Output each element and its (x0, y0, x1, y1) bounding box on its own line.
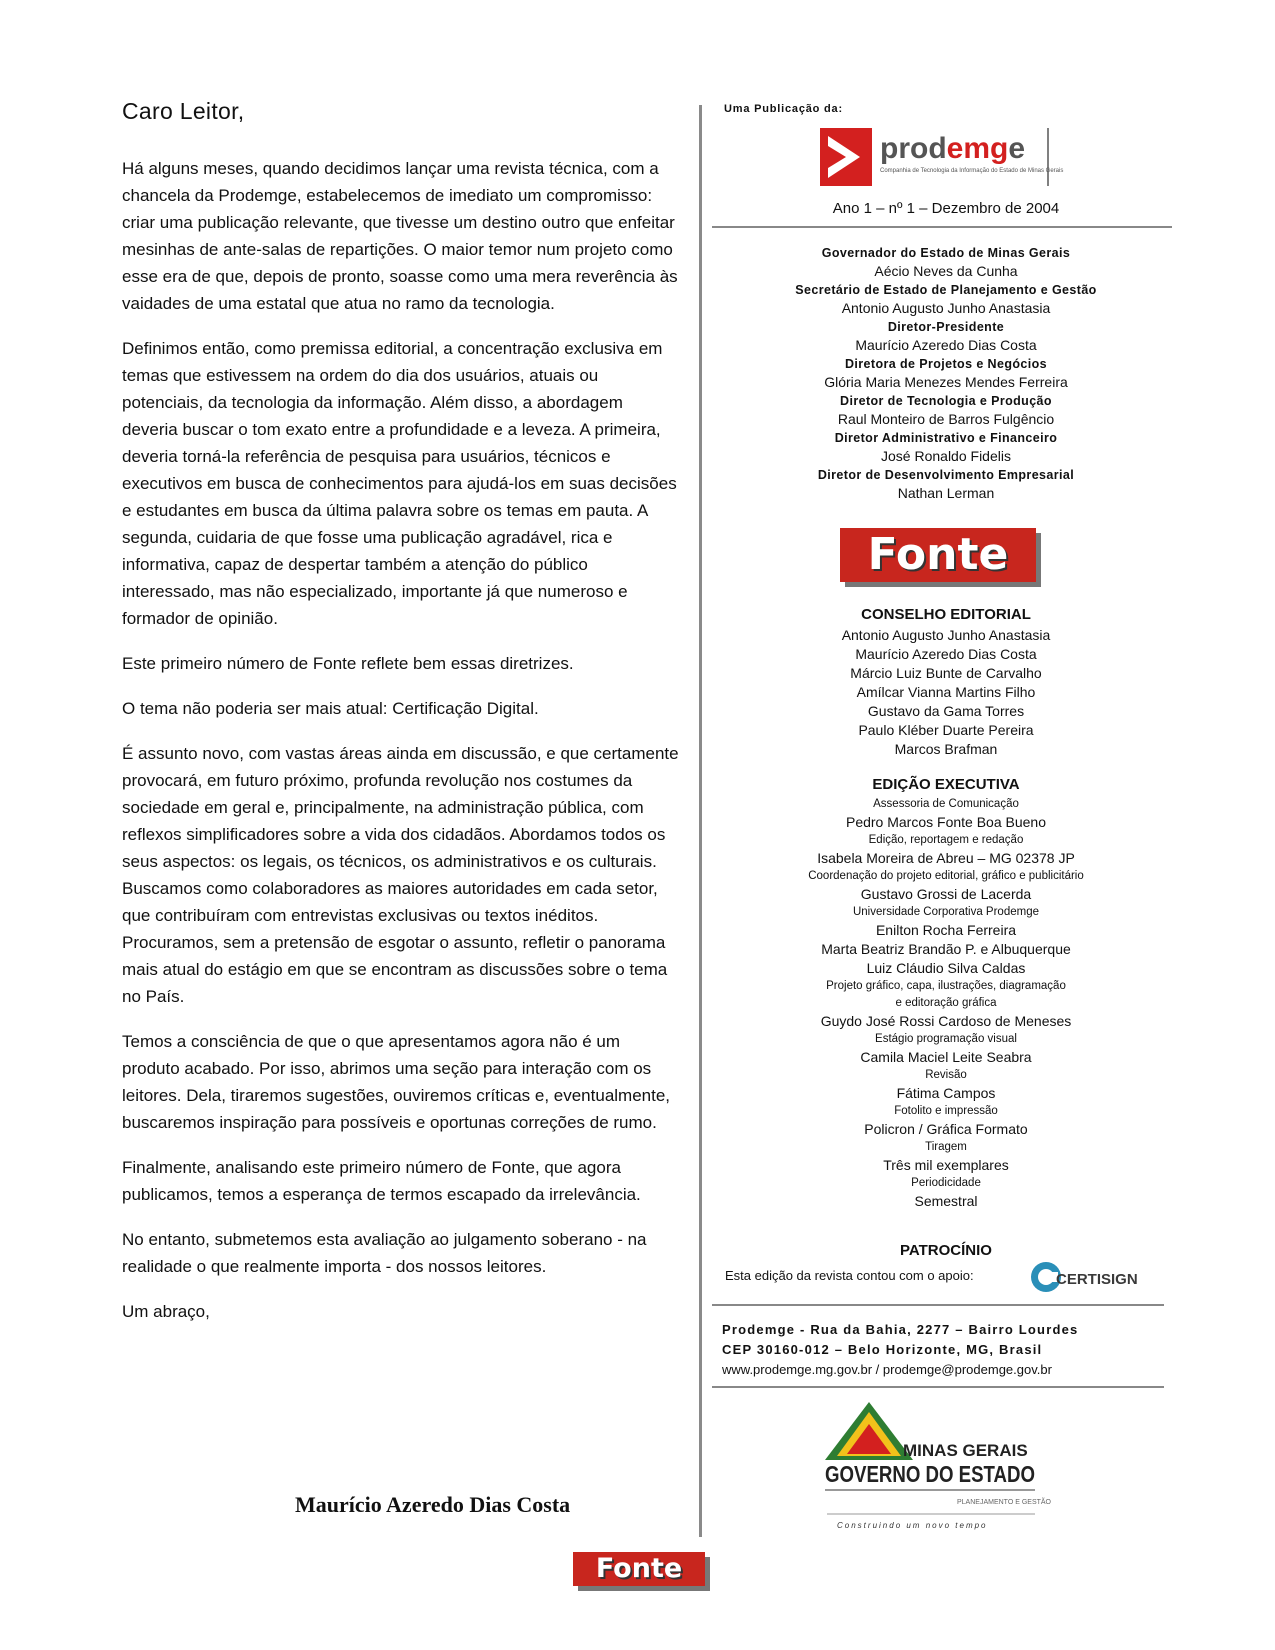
staff-name: Aécio Neves da Cunha (874, 263, 1018, 279)
issue-line: Ano 1 – nº 1 – Dezembro de 2004 (832, 200, 1060, 217)
credit-name: Gustavo Grossi de Lacerda (860, 886, 1032, 902)
credit-role: Tiragem (925, 1141, 967, 1153)
credit-name: Guydo José Rossi Cardoso de Meneses (820, 1013, 1072, 1029)
certisign-logo (1030, 1260, 1150, 1294)
letter-paragraph: Finalmente, analisando este primeiro número de Fonte, que agora publicamos, temos a esperança de termos escapado da irrelevância. (122, 1158, 641, 1204)
credit-name: Pedro Marcos Fonte Boa Bueno (845, 814, 1046, 830)
council-member: Marcos Brafman (894, 741, 998, 757)
credit-name: Luiz Cláudio Silva Caldas (866, 960, 1026, 976)
staff-role: Diretor de Tecnologia e Produção (840, 394, 1052, 408)
credit-role: Assessoria de Comunicação (873, 798, 1019, 810)
letter-closing: Um abraço, (122, 1302, 210, 1321)
credit-role: Edição, reportagem e redação (868, 834, 1024, 846)
letter-paragraph: Este primeiro número de Fonte reflete bem essas diretrizes. (122, 654, 574, 673)
section-title: PATROCÍNIO (900, 1242, 992, 1259)
credit-role: Revisão (925, 1069, 967, 1081)
minas-gerais-government-logo (825, 1402, 1052, 1532)
credit-name: Camila Maciel Leite Seabra (860, 1049, 1032, 1065)
credit-role: Estágio programação visual (875, 1033, 1017, 1045)
credit-role: Fotolito e impressão (894, 1105, 998, 1117)
publication-label: Uma Publicação da: (724, 103, 843, 115)
address-block (722, 1320, 1164, 1380)
staff-role: Diretora de Projetos e Negócios (844, 357, 1048, 371)
fonte-logo (840, 528, 1036, 582)
staff-role: Diretor de Desenvolvimento Empresarial (817, 468, 1075, 482)
staff-role: Diretor-Presidente (887, 320, 1005, 334)
letter-paragraph: O tema não poderia ser mais atual: Certificação Digital. (122, 699, 539, 718)
address-line: Prodemge - Rua da Bahia, 2277 – Bairro Lourdes (722, 1322, 1079, 1337)
council-member: Paulo Kléber Duarte Pereira (858, 722, 1034, 738)
contact-line: www.prodemge.mg.gov.br / prodemge@prodemge.gov.br (722, 1362, 1052, 1377)
council-member: Márcio Luiz Bunte de Carvalho (850, 665, 1042, 681)
letter-greeting: Caro Leitor, (122, 98, 245, 124)
svg-text:MINAS GERAIS: MINAS GERAIS (903, 1441, 1028, 1460)
credit-name: Marta Beatriz Brandão P. e Albuquerque (821, 941, 1071, 957)
prodemge-logo (820, 128, 1064, 188)
prodemge-tagline: Companhia de Tecnologia da Informação do Estado de Minas Gerais (880, 168, 1064, 174)
svg-text:Construindo um novo tempo: Construindo um novo tempo (837, 1521, 988, 1530)
footer-fonte-logo (573, 1552, 705, 1586)
footer-fonte-logo-text: Fonte (595, 1553, 683, 1584)
conselho-editorial (720, 604, 1172, 759)
council-member: Gustavo da Gama Torres (867, 703, 1025, 719)
credit-name: Enilton Rocha Ferreira (875, 922, 1017, 938)
staff-name: José Ronaldo Fidelis (881, 448, 1011, 464)
council-member: Maurício Azeredo Dias Costa (855, 646, 1037, 662)
column-divider (699, 105, 702, 1537)
government-staff (720, 244, 1172, 503)
svg-text:GOVERNO DO ESTADO: GOVERNO DO ESTADO (825, 1461, 1035, 1487)
horizontal-rule (712, 1386, 1164, 1388)
svg-text:PLANEJAMENTO E GESTÃO: PLANEJAMENTO E GESTÃO (957, 1499, 1052, 1506)
staff-role: Diretor Administrativo e Financeiro (834, 431, 1058, 445)
credit-role: Projeto gráfico, capa, ilustrações, diagramação (826, 980, 1066, 992)
letter-signature: Maurício Azeredo Dias Costa (295, 1492, 571, 1517)
credit-name: Semestral (914, 1193, 978, 1209)
credit-role: Periodicidade (911, 1177, 981, 1189)
edicao-executiva (720, 774, 1172, 1211)
council-member: Antonio Augusto Junho Anastasia (841, 627, 1051, 643)
staff-role: Governador do Estado de Minas Gerais (821, 246, 1071, 260)
letter-paragraph: Definimos então, como premissa editorial, a concentração exclusiva em temas que estivessem na ordem do dia dos usuários, atuais ou potenciais, da tecnologia da informação. Além disso, a abordagem deveria buscar o tom exato entre a profundidade e a leveza. A primeira, deveria torná-la referência de pesquisa para usuários, técnicos e executivos em busca de conhecimentos para ajudá-los em suas decisões e estudantes em busca da última palavra sobre os temas em pauta. A segunda, cuidaria de que fosse uma publicação agradável, rica e informativa, capaz de despertar também a atenção do público interessado, mas não especializado, importante já que numeroso e formador de opinião. (122, 339, 677, 628)
address-line: CEP 30160-012 – Belo Horizonte, MG, Brasil (722, 1342, 1043, 1357)
credit-role: Universidade Corporativa Prodemge (852, 906, 1039, 918)
credit-name: Fátima Campos (896, 1085, 996, 1101)
svg-text:CERTISIGN: CERTISIGN (1056, 1271, 1138, 1288)
section-title: CONSELHO EDITORIAL (861, 606, 1031, 623)
credit-name: Policron / Gráfica Formato (864, 1121, 1028, 1137)
staff-name: Antonio Augusto Junho Anastasia (841, 300, 1051, 316)
credit-role: e editoração gráfica (895, 997, 997, 1009)
horizontal-rule (712, 226, 1172, 228)
credit-name: Isabela Moreira de Abreu – MG 02378 JP (817, 850, 1075, 866)
council-member: Amílcar Vianna Martins Filho (856, 684, 1036, 700)
credit-name: Três mil exemplares (883, 1157, 1009, 1173)
horizontal-rule (712, 1304, 1164, 1306)
editorial-letter (122, 98, 682, 1325)
credit-role: Coordenação do projeto editorial, gráfico e publicitário (808, 870, 1084, 882)
letter-paragraph: No entanto, submetemos esta avaliação ao julgamento soberano - na realidade o que realmente importa - dos nossos leitores. (122, 1230, 647, 1276)
section-title: EDIÇÃO EXECUTIVA (872, 776, 1020, 793)
staff-name: Maurício Azeredo Dias Costa (855, 337, 1037, 353)
staff-name: Nathan Lerman (897, 485, 995, 501)
patrocinio (720, 1240, 1172, 1262)
svg-text:prodemge: prodemge (880, 132, 1026, 165)
staff-role: Secretário de Estado de Planejamento e Gestão (795, 283, 1097, 297)
letter-paragraph: Há alguns meses, quando decidimos lançar uma revista técnica, com a chancela da Prodemge, estabelecemos de imediato um compromisso: criar uma publicação relevante, que tivesse um destino outro que enfeitar mesinhas de ante-salas de repartições. O maior temor num projeto como esse era de que, depois de pronto, soasse como uma mera reverência às vaidades de uma estatal que atua no ramo da tecnologia. (122, 159, 678, 313)
letter-paragraph: É assunto novo, com vastas áreas ainda em discussão, e que certamente provocará, em futuro próximo, profunda revolução nos costumes da sociedade em geral e, principalmente, na administração pública, com reflexos simplificadores sobre a vida dos cidadãos. Abordamos todos os seus aspectos: os legais, os técnicos, os administrativos e os culturais. Buscamos como colaboradores as maiores autoridades em cada setor, que contribuíram com entrevistas exclusivas ou textos inéditos. Procuramos, sem a pretensão de esgotar o assunto, refletir o panorama mais atual do estágio em que se encontram as discussões sobre o tema no País. (122, 744, 679, 1006)
sponsor-text: Esta edição da revista contou com o apoio: (725, 1268, 974, 1283)
fonte-logo-text: Fonte (867, 529, 1009, 580)
staff-name: Glória Maria Menezes Mendes Ferreira (824, 374, 1068, 390)
letter-paragraph: Temos a consciência de que o que apresentamos agora não é um produto acabado. Por isso, abrimos uma seção para interação com os leitores. Dela, tiraremos sugestões, ouviremos críticas e, eventualmente, buscaremos inspiração para possíveis e oportunas correções de rumo. (122, 1032, 671, 1132)
staff-name: Raul Monteiro de Barros Fulgêncio (837, 411, 1055, 427)
